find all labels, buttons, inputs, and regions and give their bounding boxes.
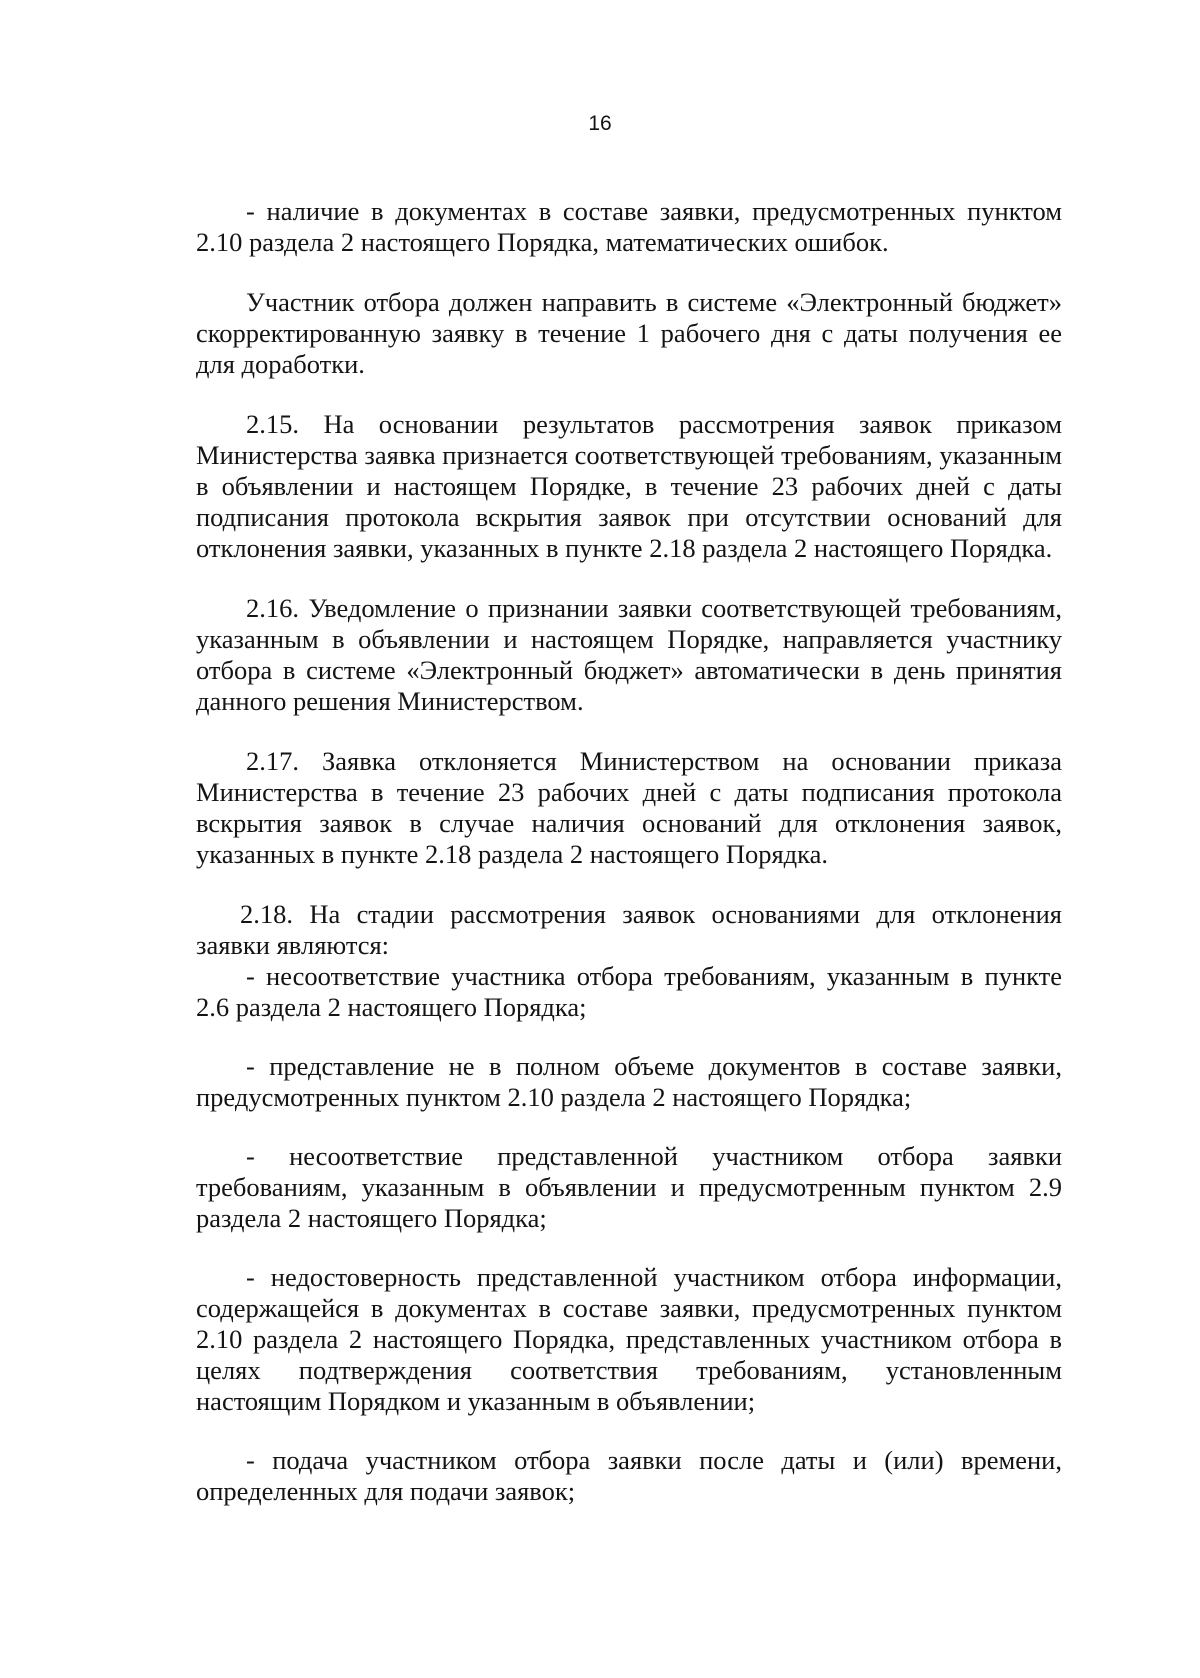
document-body bbox=[196, 196, 1062, 1507]
paragraph-math-errors: - наличие в документах в составе заявки, предусмотренных пунктом 2.10 раздела 2 настоящего Порядка, математических ошибок. bbox=[196, 196, 1062, 257]
list-item-late-submission: - подача участником отбора заявки после даты и (или) времени, определенных для подачи заявок; bbox=[196, 1445, 1062, 1506]
page-number: 16 bbox=[588, 112, 612, 135]
list-item-participant-mismatch: - несоответствие участника отбора требованиям, указанным в пункте 2.6 раздела 2 настоящего Порядка; bbox=[196, 961, 1062, 1022]
paragraph-2-16: 2.16. Уведомление о признании заявки соответствующей требованиям, указанным в объявлении и настоящем Порядке, направляется участнику отбора в системе «Электронный бюджет» автоматически в день принятия данного решения Министерством. bbox=[196, 593, 1062, 716]
list-item-unreliable-information: - недостоверность представленной участником отбора информации, содержащейся в документах в составе заявки, предусмотренных пунктом 2.10 раздела 2 настоящего Порядка, представленных участником отбора в целях подтверждения соответствия требованиям, установленным настоящим Порядком и указанным в объявлении; bbox=[196, 1262, 1062, 1416]
paragraph-2-18: 2.18. На стадии рассмотрения заявок основаниями для отклонения заявки являются: bbox=[196, 899, 1062, 960]
paragraph-2-15: 2.15. На основании результатов рассмотрения заявок приказом Министерства заявка признается соответствующей требованиям, указанным в объявлении и настоящем Порядке, в течение 23 рабочих дней с даты подписания протокола вскрытия заявок при отсутствии оснований для отклонения заявки, указанных в пункте 2.18 раздела 2 настоящего Порядка. bbox=[196, 409, 1062, 563]
paragraph-2-17: 2.17. Заявка отклоняется Министерством на основании приказа Министерства в течение 23 рабочих дней с даты подписания протокола вскрытия заявок в случае наличия оснований для отклонения заявок, указанных в пункте 2.18 раздела 2 настоящего Порядка. bbox=[196, 746, 1062, 869]
paragraph-corrected-application: Участник отбора должен направить в системе «Электронный бюджет» скорректированную заявку в течение 1 рабочего дня с даты получения ее для доработки. bbox=[196, 287, 1062, 379]
list-item-incomplete-documents: - представление не в полном объеме документов в составе заявки, предусмотренных пунктом 2.10 раздела 2 настоящего Порядка; bbox=[196, 1051, 1062, 1112]
list-item-application-mismatch: - несоответствие представленной участником отбора заявки требованиям, указанным в объявлении и предусмотренным пунктом 2.9 раздела 2 настоящего Порядка; bbox=[196, 1141, 1062, 1233]
